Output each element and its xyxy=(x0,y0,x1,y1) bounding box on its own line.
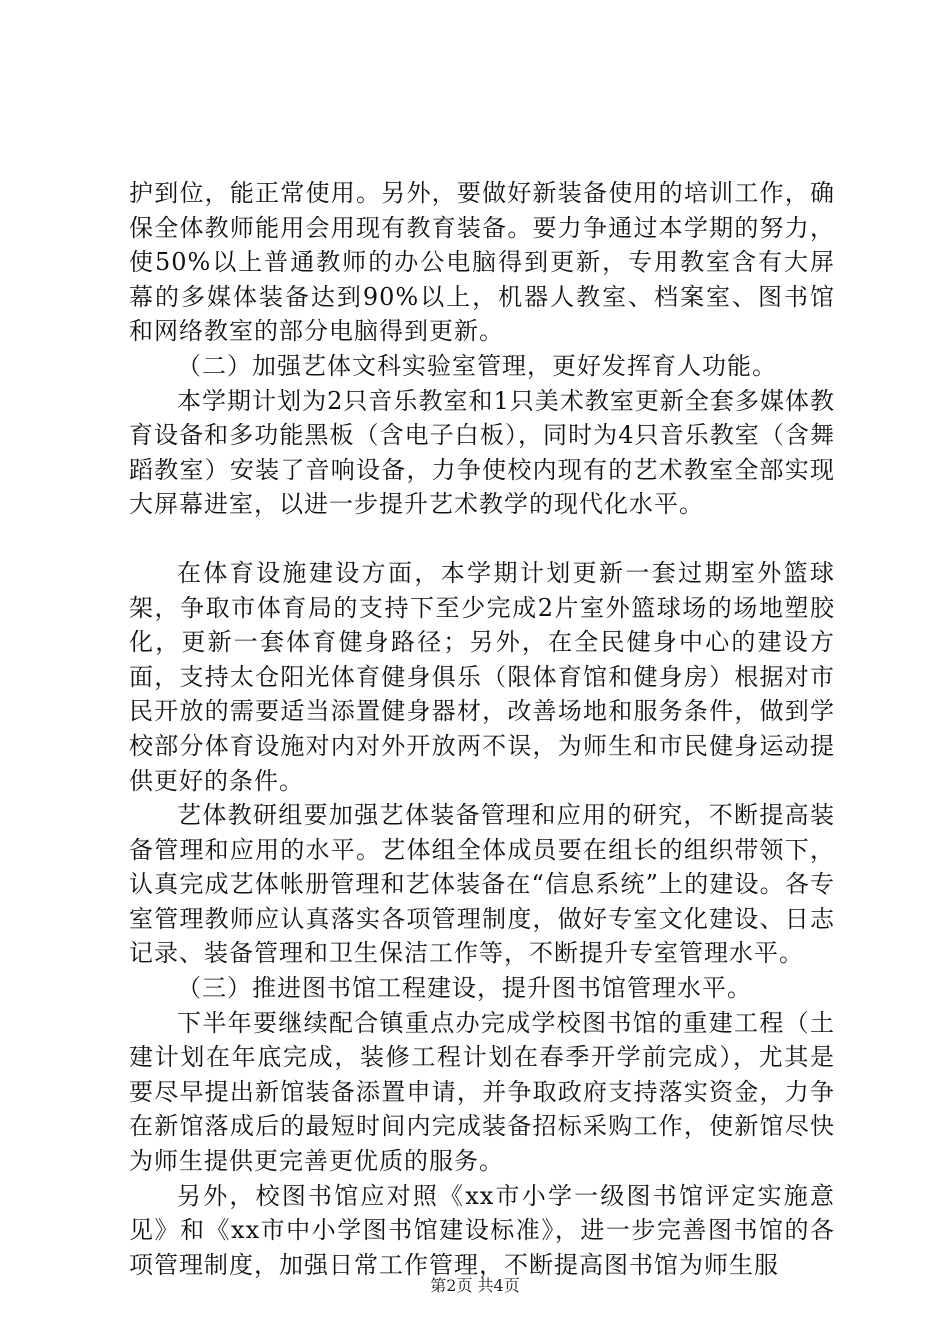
section-heading-library: （三）推进图书馆工程建设，提升图书馆管理水平。 xyxy=(177,974,752,1003)
paragraph-equipment-update: 护到位，能正常使用。另外，要做好新装备使用的培训工作，确保全体教师能用会用现有教育装备。要力争通过本学期的努力，使50%以上普通教师的办公电脑得到更新，专用教室含有大屏幕的多媒体装备达到90%以上，机器人教室、档案室、图书馆和网络教室的部分电脑得到更新。 xyxy=(129,179,835,346)
paragraph-music-classrooms: 本学期计划为2只音乐教室和1只美术教室更新全套多媒体教育设备和多功能黑板（含电子白板），同时为4只音乐教室（含舞蹈教室）安装了音响设备，力争使校内现有的艺术教室全部实现大屏幕进室，以进一步提升艺术教学的现代化水平。 xyxy=(129,386,835,519)
section-heading-art-sports: （二）加强艺体文科实验室管理，更好发挥育人功能。 xyxy=(177,351,777,380)
paragraph-art-sports-group: 艺体教研组要加强艺体装备管理和应用的研究，不断提高装备管理和应用的水平。艺体组全体成员要在组长的组织带领下，认真完成艺体帐册管理和艺体装备在“信息系统”上的建设。各专室管理教师应认真落实各项管理制度，做好专室文化建设、日志记录、装备管理和卫生保洁工作等，不断提升专室管理水平。 xyxy=(129,801,835,968)
document-body xyxy=(129,176,835,1282)
paragraph-sports-facilities: 在体育设施建设方面，本学期计划更新一套过期室外篮球架，争取市体育局的支持下至少完成2片室外篮球场的场地塑胶化，更新一套体育健身路径；另外，在全民健身中心的建设方面，支持太仓阳光体育健身俱乐（限体育馆和健身房）根据对市民开放的需要适当添置健身器材，改善场地和服务条件，做到学校部分体育设施对内对外开放两不误，为师生和市民健身运动提供更好的条件。 xyxy=(129,558,835,795)
paragraph-library-management: 另外，校图书馆应对照《xx市小学一级图书馆评定实施意见》和《xx市中小学图书馆建设标准》，进一步完善图书馆的各项管理制度，加强日常工作管理，不断提高图书馆为师生服 xyxy=(129,1181,835,1279)
paragraph-library-rebuild: 下半年要继续配合镇重点办完成学校图书馆的重建工程（土建计划在年底完成，装修工程计划在春季开学前完成），尤其是要尽早提出新馆装备添置申请，并争取政府支持落实资金，力争在新馆落成后的最短时间内完成装备招标采购工作，使新馆尽快为师生提供更完善更优质的服务。 xyxy=(129,1008,835,1176)
page-number-footer: 第2页 共4页 xyxy=(430,1276,520,1295)
